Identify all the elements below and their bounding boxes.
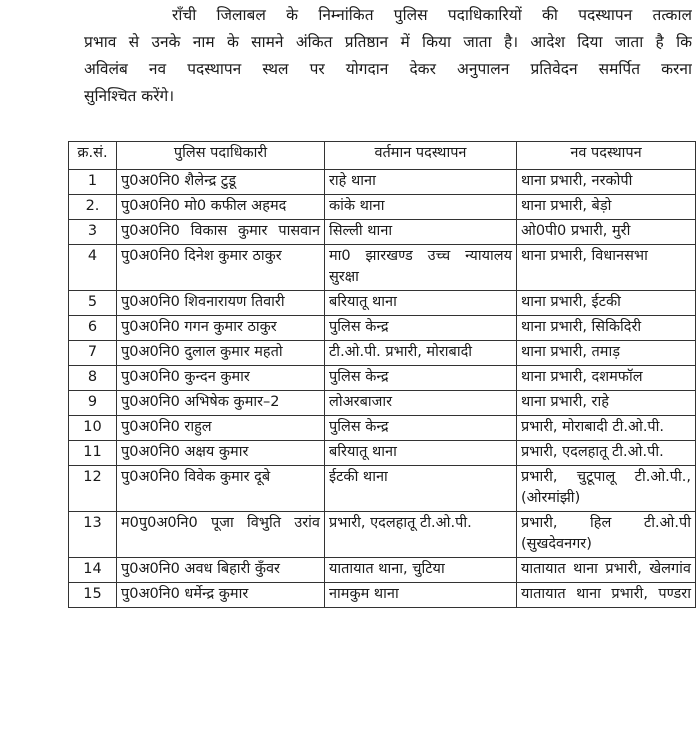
paragraph-line: राँची जिलाबल के निम्नांकित पुलिस पदाधिकारियों की पदस्थापन तत्काल — [172, 6, 692, 24]
cell-serial: 6 — [69, 316, 117, 341]
new-posting-text: यातायात थाना प्रभारी, पण्डरा — [521, 586, 691, 602]
new-posting-text: प्रभारी, हिल टी.ओ.पी (सुखदेवनगर) — [521, 515, 691, 552]
cell-new-posting: ओ0पी0 प्रभारी, मुरी — [517, 220, 696, 245]
cell-new-posting: थाना प्रभारी, बेड़ो — [517, 195, 696, 220]
cell-officer: पु0अ0नि0 मो0 कफील अहमद — [117, 195, 325, 220]
cell-current-posting: कांके थाना — [325, 195, 517, 220]
cell-current-posting: लोअरबाजार — [325, 391, 517, 416]
cell-officer: पु0अ0नि0 शिवनारायण तिवारी — [117, 291, 325, 316]
table-row — [69, 391, 696, 416]
cell-new-posting — [517, 512, 696, 558]
cell-officer: पु0अ0नि0 अक्षय कुमार — [117, 441, 325, 466]
cell-serial: 5 — [69, 291, 117, 316]
order-paragraph — [84, 2, 692, 110]
cell-serial: 14 — [69, 558, 117, 583]
cell-serial: 2. — [69, 195, 117, 220]
cell-officer: पु0अ0नि0 अभिषेक कुमार–2 — [117, 391, 325, 416]
cell-new-posting: थाना प्रभारी, सिकिदिरी — [517, 316, 696, 341]
table-row — [69, 512, 696, 558]
paragraph-line: अविलंब नव पदस्थापन स्थल पर योगदान देकर अनुपालन प्रतिवेदन समर्पित करना — [84, 60, 692, 78]
cell-officer: पु0अ0नि0 दुलाल कुमार महतो — [117, 341, 325, 366]
cell-serial: 13 — [69, 512, 117, 558]
cell-officer: पु0अ0नि0 राहुल — [117, 416, 325, 441]
cell-current-posting: प्रभारी, एदलहातू टी.ओ.पी. — [325, 512, 517, 558]
posting-table — [68, 141, 696, 608]
cell-serial: 1 — [69, 170, 117, 195]
cell-current-posting: पुलिस केन्द्र — [325, 316, 517, 341]
cell-officer: पु0अ0नि0 गगन कुमार ठाकुर — [117, 316, 325, 341]
header-new-posting: नव पदस्थापन — [517, 142, 696, 170]
cell-new-posting — [517, 558, 696, 583]
officer-text: म0पु0अ0नि0 पूजा विभुति उरांव — [121, 515, 320, 531]
table-row — [69, 366, 696, 391]
cell-officer: पु0अ0नि0 कुन्दन कुमार — [117, 366, 325, 391]
cell-serial: 7 — [69, 341, 117, 366]
table-row — [69, 291, 696, 316]
header-serial: क्र.सं. — [69, 142, 117, 170]
table-header-row — [69, 142, 696, 170]
cell-serial: 4 — [69, 245, 117, 291]
cell-current-posting: ईटकी थाना — [325, 466, 517, 512]
cell-serial: 11 — [69, 441, 117, 466]
table-row — [69, 245, 696, 291]
table-row — [69, 220, 696, 245]
cell-current-posting: पुलिस केन्द्र — [325, 366, 517, 391]
paragraph-line: सुनिश्चित करेंगे। — [84, 87, 175, 105]
table-row — [69, 583, 696, 608]
table-row — [69, 416, 696, 441]
cell-current-posting: पुलिस केन्द्र — [325, 416, 517, 441]
table-row — [69, 558, 696, 583]
cell-new-posting: थाना प्रभारी, विधानसभा — [517, 245, 696, 291]
officer-text: पु0अ0नि0 विकास कुमार पासवान — [121, 223, 320, 239]
cell-current-posting: बरियातू थाना — [325, 441, 517, 466]
new-posting-text: यातायात थाना प्रभारी, खेलगांव — [521, 561, 691, 577]
cell-officer: पु0अ0नि0 दिनेश कुमार ठाकुर — [117, 245, 325, 291]
table-row — [69, 195, 696, 220]
cell-serial: 12 — [69, 466, 117, 512]
cell-current-posting: सिल्ली थाना — [325, 220, 517, 245]
cell-new-posting — [517, 466, 696, 512]
cell-new-posting: थाना प्रभारी, नरकोपी — [517, 170, 696, 195]
header-current-posting: वर्तमान पदस्थापन — [325, 142, 517, 170]
table-row — [69, 466, 696, 512]
cell-serial: 10 — [69, 416, 117, 441]
cell-new-posting: थाना प्रभारी, तमाड़ — [517, 341, 696, 366]
cell-current-posting: टी.ओ.पी. प्रभारी, मोराबादी — [325, 341, 517, 366]
cell-current-posting — [325, 245, 517, 291]
cell-new-posting: थाना प्रभारी, ईटकी — [517, 291, 696, 316]
header-officer: पुलिस पदाधिकारी — [117, 142, 325, 170]
current-posting-text: मा0 झारखण्ड उच्च न्यायालय सुरक्षा — [329, 248, 512, 285]
paragraph-line: प्रभाव से उनके नाम के सामने अंकित प्रतिष्ठान में किया जाता है। आदेश दिया जाता है कि — [84, 33, 692, 51]
cell-officer — [117, 220, 325, 245]
cell-new-posting — [517, 583, 696, 608]
table-row — [69, 441, 696, 466]
table-row — [69, 316, 696, 341]
cell-new-posting: थाना प्रभारी, दशमफॉल — [517, 366, 696, 391]
cell-current-posting: नामकुम थाना — [325, 583, 517, 608]
cell-officer — [117, 512, 325, 558]
cell-current-posting: राहे थाना — [325, 170, 517, 195]
cell-officer: पु0अ0नि0 अवध बिहारी कुँवर — [117, 558, 325, 583]
new-posting-text: प्रभारी, चुटूपालू टी.ओ.पी., (ओरमांझी) — [521, 469, 691, 506]
cell-new-posting: प्रभारी, एदलहातू टी.ओ.पी. — [517, 441, 696, 466]
cell-serial: 9 — [69, 391, 117, 416]
cell-new-posting: प्रभारी, मोराबादी टी.ओ.पी. — [517, 416, 696, 441]
cell-current-posting: यातायात थाना, चुटिया — [325, 558, 517, 583]
cell-serial: 8 — [69, 366, 117, 391]
cell-officer: पु0अ0नि0 विवेक कुमार दूबे — [117, 466, 325, 512]
table-row — [69, 170, 696, 195]
cell-serial: 15 — [69, 583, 117, 608]
cell-current-posting: बरियातू थाना — [325, 291, 517, 316]
cell-officer: पु0अ0नि0 धर्मेन्द्र कुमार — [117, 583, 325, 608]
cell-officer: पु0अ0नि0 शैलेन्द्र टुडू — [117, 170, 325, 195]
table-row — [69, 341, 696, 366]
cell-serial: 3 — [69, 220, 117, 245]
cell-new-posting: थाना प्रभारी, राहे — [517, 391, 696, 416]
